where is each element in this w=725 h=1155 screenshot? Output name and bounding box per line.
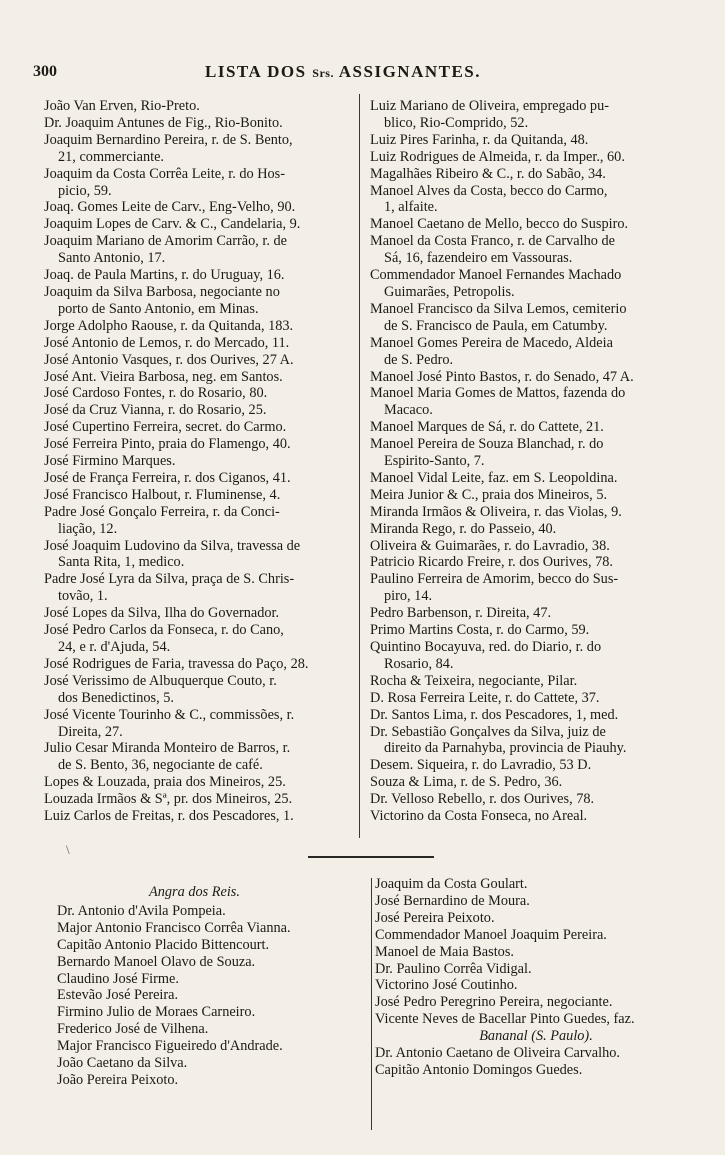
subscriber-entry: Dr. Antonio d'Avila Pompeia. — [57, 902, 226, 919]
page-number: 300 — [33, 63, 57, 80]
entry-continuation: de S. Bento, 36, negociante de café. — [58, 757, 263, 774]
entry-text: José Vicente Tourinho & C., commissões, r. — [44, 706, 295, 723]
entry-text: Commendador Manoel Fernandes Machado — [370, 267, 622, 284]
subscriber-column-right — [370, 98, 692, 825]
entry-text: José Antonio Vasques, r. dos Ourives, 27 A. — [44, 351, 294, 368]
subscriber-entry — [370, 724, 692, 758]
entry-text: Manoel Francisco da Silva Lemos, cemiterio — [370, 300, 627, 317]
subscriber-entry — [44, 774, 366, 791]
entry-continuation: Macaco. — [384, 402, 433, 419]
subscriber-entry: João Pereira Peixoto. — [57, 1071, 179, 1088]
entry-text: Lopes & Louzada, praia dos Mineiros, 25. — [44, 774, 286, 791]
entry-text: José Pedro Carlos da Fonseca, r. do Cano, — [44, 622, 284, 639]
subscriber-entry — [44, 538, 366, 572]
subscriber-entry — [44, 571, 366, 605]
subscriber-entry — [44, 166, 366, 200]
subscriber-entry — [370, 554, 692, 571]
subscriber-entry — [44, 453, 366, 470]
entry-continuation: Guimarães, Petropolis. — [384, 283, 515, 300]
entry-continuation: picio, 59. — [58, 182, 112, 199]
entry-text: Manoel Gomes Pereira de Macedo, Aldeia — [370, 334, 613, 351]
subscriber-entry — [44, 385, 366, 402]
subscriber-entry: Manoel de Maia Bastos. — [375, 943, 514, 960]
entry-text: Meira Junior & C., praia dos Mineiros, 5. — [370, 486, 608, 503]
subscriber-entry — [370, 436, 692, 470]
entry-text: José Joaquim Ludovino da Silva, travessa de — [44, 537, 301, 554]
entry-text: Joaquim da Silva Barbosa, negociante no — [44, 283, 280, 300]
subscriber-entry — [44, 284, 366, 318]
entry-continuation: 21, commerciante. — [58, 148, 164, 165]
entry-text: Julio Cesar Miranda Monteiro de Barros, r. — [44, 740, 291, 757]
entry-text: Victorino da Costa Fonseca, no Areal. — [370, 808, 588, 825]
subscriber-entry — [370, 571, 692, 605]
lower-right-column — [375, 876, 697, 1079]
subscriber-entry — [370, 791, 692, 808]
subscriber-entry: Bernardo Manoel Olavo de Souza. — [57, 953, 256, 970]
subscriber-entry — [44, 267, 366, 284]
subscriber-entry — [370, 183, 692, 217]
subscriber-entry — [370, 521, 692, 538]
entry-text: Magalhães Ribeiro & C., r. do Sabão, 34. — [370, 165, 606, 182]
subscriber-entry — [44, 216, 366, 233]
entry-continuation: liação, 12. — [58, 520, 118, 537]
subscriber-entry — [370, 605, 692, 622]
subscriber-entry — [44, 352, 366, 369]
entry-text: Joaquim Bernardino Pereira, r. de S. Bento, — [44, 131, 293, 148]
entry-continuation: 24, e r. d'Ajuda, 54. — [58, 639, 171, 655]
entry-continuation: porto de Santo Antonio, em Minas. — [58, 300, 259, 317]
subscriber-entry: José Pereira Peixoto. — [375, 909, 495, 926]
title-abbrev: Srs. — [312, 66, 334, 80]
entry-text: Manoel Alves da Costa, becco do Carmo, — [370, 182, 608, 199]
entry-text: José Francisco Halbout, r. Fluminense, 4. — [44, 486, 281, 503]
subscriber-entry: Estevão José Pereira. — [57, 987, 179, 1004]
subscriber-entry — [44, 98, 366, 115]
entry-text: José Antonio de Lemos, r. do Mercado, 11. — [44, 334, 290, 351]
entry-text: Dr. Velloso Rebello, r. dos Ourives, 78. — [370, 791, 595, 808]
subscriber-entry — [44, 115, 366, 132]
subscriber-entry — [370, 335, 692, 369]
entry-continuation: Espirito-Santo, 7. — [384, 453, 485, 470]
subscriber-entry — [370, 538, 692, 555]
subscriber-entry — [44, 707, 366, 741]
subscriber-entry: Dr. Antonio Caetano de Oliveira Carvalho. — [375, 1045, 620, 1062]
subscriber-entry: Victorino José Coutinho. — [375, 977, 518, 994]
subscriber-entry — [370, 216, 692, 233]
entry-continuation: blico, Rio-Comprido, 52. — [384, 114, 529, 131]
entry-text: Desem. Siqueira, r. do Lavradio, 53 D. — [370, 757, 592, 774]
subscriber-entry — [44, 487, 366, 504]
entry-text: Joaq. Gomes Leite de Carv., Eng-Velho, 90. — [44, 199, 296, 216]
entry-text: Luiz Pires Farinha, r. da Quitanda, 48. — [370, 131, 589, 148]
subscriber-entry — [370, 419, 692, 436]
entry-text: Luiz Mariano de Oliveira, empregado pu- — [370, 98, 609, 114]
entry-text: José de França Ferreira, r. dos Ciganos, 41. — [44, 469, 291, 486]
subscriber-entry — [44, 605, 366, 622]
page-header — [33, 62, 693, 86]
entry-text: Manoel Vidal Leite, faz. em S. Leopoldina. — [370, 469, 618, 486]
entry-continuation: piro, 14. — [384, 588, 433, 605]
subscriber-entry — [44, 132, 366, 166]
lower-column-divider — [371, 878, 372, 1130]
subscriber-entry: Claudino José Firme. — [57, 970, 179, 987]
subscriber-entry — [44, 233, 366, 267]
subscriber-entry — [370, 673, 692, 690]
entry-text: D. Rosa Ferreira Leite, r. do Cattete, 37. — [370, 689, 600, 706]
entry-text: José Verissimo de Albuquerque Couto, r. — [44, 672, 277, 689]
subscriber-entry: Firmino Julio de Moraes Carneiro. — [57, 1004, 256, 1021]
subscriber-entry: Joaquim da Costa Goulart. — [375, 876, 528, 892]
subscriber-entry — [370, 233, 692, 267]
entry-text: José Ferreira Pinto, praia do Flamengo, 40. — [44, 436, 291, 453]
subscriber-entry — [44, 673, 366, 707]
subscriber-entry — [370, 639, 692, 673]
subscriber-entry — [370, 690, 692, 707]
subscriber-entry — [370, 385, 692, 419]
subscriber-entry — [44, 470, 366, 487]
subscriber-entry — [370, 470, 692, 487]
subscriber-entry — [370, 301, 692, 335]
subscriber-entry — [44, 808, 366, 825]
entry-text: Quintino Bocayuva, red. do Diario, r. do — [370, 639, 602, 655]
running-title — [205, 62, 481, 82]
entry-text: José Firmino Marques. — [44, 453, 176, 470]
angra-list-continued — [375, 876, 697, 1028]
entry-text: Miranda Irmãos & Oliveira, r. das Violas, 9. — [370, 503, 622, 520]
subscriber-entry: Dr. Paulino Corrêa Vidigal. — [375, 960, 532, 977]
entry-text: Padre José Gonçalo Ferreira, r. da Conci- — [44, 503, 280, 520]
entry-text: Padre José Lyra da Silva, praça de S. Chris- — [44, 571, 295, 588]
entry-continuation: 1, alfaite. — [384, 199, 438, 216]
angra-list — [57, 903, 371, 1089]
subscriber-entry — [370, 166, 692, 183]
entry-text: Manoel Caetano de Mello, becco do Suspiro. — [370, 216, 629, 233]
title-prefix: LISTA DOS — [205, 62, 307, 81]
subscriber-entry: Vicente Neves de Bacellar Pinto Guedes, faz. — [375, 1011, 635, 1028]
subscriber-entry — [370, 369, 692, 386]
entry-text: Primo Martins Costa, r. do Carmo, 59. — [370, 622, 590, 639]
entry-continuation: Santa Rita, 1, medico. — [58, 554, 185, 571]
subscriber-entry — [370, 774, 692, 791]
entry-text: Dr. Santos Lima, r. dos Pescadores, 1, med. — [370, 706, 619, 723]
subscriber-entry — [44, 791, 366, 808]
entry-continuation: de S. Pedro. — [384, 351, 454, 368]
entry-text: Joaquim da Costa Corrêa Leite, r. do Hos- — [44, 165, 286, 182]
entry-text: Manoel Pereira de Souza Blanchad, r. do — [370, 436, 604, 453]
subscriber-entry — [44, 656, 366, 673]
bananal-list — [375, 1045, 697, 1079]
entry-text: José Cupertino Ferreira, secret. do Carmo. — [44, 419, 287, 436]
subscriber-entry: José Pedro Peregrino Pereira, negociante. — [375, 994, 613, 1011]
entry-text: João Van Erven, Rio-Preto. — [44, 98, 200, 114]
entry-continuation: Direita, 27. — [58, 723, 123, 740]
subscriber-entry — [370, 808, 692, 825]
entry-continuation: Santo Antonio, 17. — [58, 250, 166, 267]
entry-continuation: tovão, 1. — [58, 588, 108, 605]
entry-continuation: dos Benedictinos, 5. — [58, 689, 174, 706]
entry-text: José Lopes da Silva, Ilha do Governador. — [44, 605, 280, 622]
subscriber-entry — [44, 622, 366, 656]
entry-text: Dr. Joaquim Antunes de Fig., Rio-Bonito. — [44, 114, 283, 131]
title-main: ASSIGNANTES. — [338, 62, 482, 81]
subscriber-entry — [370, 622, 692, 639]
subscriber-entry: Capitão Antonio Domingos Guedes. — [375, 1061, 583, 1078]
section-rule — [308, 856, 434, 858]
entry-text: José Rodrigues de Faria, travessa do Paço, 28. — [44, 655, 309, 672]
subscriber-entry — [370, 487, 692, 504]
subscriber-entry — [44, 369, 366, 386]
subscriber-entry — [44, 402, 366, 419]
subscriber-entry — [370, 98, 692, 132]
entry-text: Paulino Ferreira de Amorim, becco do Sus- — [370, 571, 619, 588]
subscriber-entry — [44, 335, 366, 352]
entry-text: Dr. Sebastião Gonçalves da Silva, juiz de — [370, 723, 606, 740]
subscriber-entry — [370, 267, 692, 301]
subscriber-entry: Capitão Antonio Placido Bittencourt. — [57, 936, 270, 953]
subscriber-entry: João Caetano da Silva. — [57, 1055, 188, 1072]
subscriber-entry: José Bernardino de Moura. — [375, 892, 530, 909]
subscriber-entry — [44, 740, 366, 774]
subscriber-entry — [44, 504, 366, 538]
subscriber-entry — [370, 149, 692, 166]
entry-text: Louzada Irmãos & Sª, pr. dos Mineiros, 25. — [44, 791, 293, 808]
subscriber-entry — [44, 419, 366, 436]
subscriber-entry — [44, 318, 366, 335]
entry-text: Rocha & Teixeira, negociante, Pilar. — [370, 672, 578, 689]
angra-column — [57, 886, 371, 1089]
entry-text: José Cardoso Fontes, r. do Rosario, 80. — [44, 385, 268, 402]
subscriber-entry: Major Francisco Figueiredo d'Andrade. — [57, 1038, 283, 1055]
subscriber-entry — [370, 132, 692, 149]
entry-text: José Ant. Vieira Barbosa, neg. em Santos. — [44, 368, 283, 385]
entry-text: Pedro Barbenson, r. Direita, 47. — [370, 605, 552, 622]
entry-text: Oliveira & Guimarães, r. do Lavradio, 38. — [370, 537, 610, 554]
entry-text: Miranda Rego, r. do Passeio, 40. — [370, 520, 557, 537]
entry-continuation: direito da Parnahyba, provincia de Piauhy. — [384, 740, 627, 757]
angra-heading: Angra dos Reis. — [149, 884, 240, 900]
entry-text: Joaquim Mariano de Amorim Carrão, r. de — [44, 233, 287, 250]
entry-text: Luiz Carlos de Freitas, r. dos Pescadores, 1. — [44, 808, 294, 825]
subscriber-entry: Commendador Manoel Joaquim Pereira. — [375, 926, 607, 943]
entry-text: Joaq. de Paula Martins, r. do Uruguay, 16. — [44, 267, 285, 284]
bananal-heading: Bananal (S. Paulo). — [479, 1028, 593, 1045]
entry-text: Patricio Ricardo Freire, r. dos Ourives, 78. — [370, 554, 613, 571]
subscriber-entry — [44, 199, 366, 216]
entry-text: Jorge Adolpho Raouse, r. da Quitanda, 183. — [44, 317, 294, 334]
subscriber-entry: Frederico José de Vilhena. — [57, 1021, 209, 1038]
entry-text: Manoel da Costa Franco, r. de Carvalho de — [370, 233, 615, 250]
entry-text: Joaquim Lopes de Carv. & C., Candelaria, 9. — [44, 216, 301, 233]
entry-text: Manoel Marques de Sá, r. do Cattete, 21. — [370, 419, 604, 436]
entry-continuation: Rosario, 84. — [384, 655, 454, 672]
subscriber-entry: Major Antonio Francisco Corrêa Vianna. — [57, 919, 291, 936]
subscriber-entry — [44, 436, 366, 453]
subscriber-entry — [370, 707, 692, 724]
subscriber-column-left — [44, 98, 366, 825]
stray-mark: \ — [66, 842, 70, 857]
entry-text: José da Cruz Vianna, r. do Rosario, 25. — [44, 402, 267, 419]
subscriber-entry — [370, 757, 692, 774]
subscriber-entry — [370, 504, 692, 521]
entry-text: Luiz Rodrigues de Almeida, r. da Imper., 60. — [370, 148, 625, 165]
entry-text: Manoel José Pinto Bastos, r. do Senado, 47 A. — [370, 368, 634, 385]
entry-text: Manoel Maria Gomes de Mattos, fazenda do — [370, 385, 626, 402]
entry-continuation: de S. Francisco de Paula, em Catumby. — [384, 317, 608, 334]
entry-continuation: Sá, 16, fazendeiro em Vassouras. — [384, 250, 573, 267]
entry-text: Souza & Lima, r. de S. Pedro, 36. — [370, 774, 563, 791]
